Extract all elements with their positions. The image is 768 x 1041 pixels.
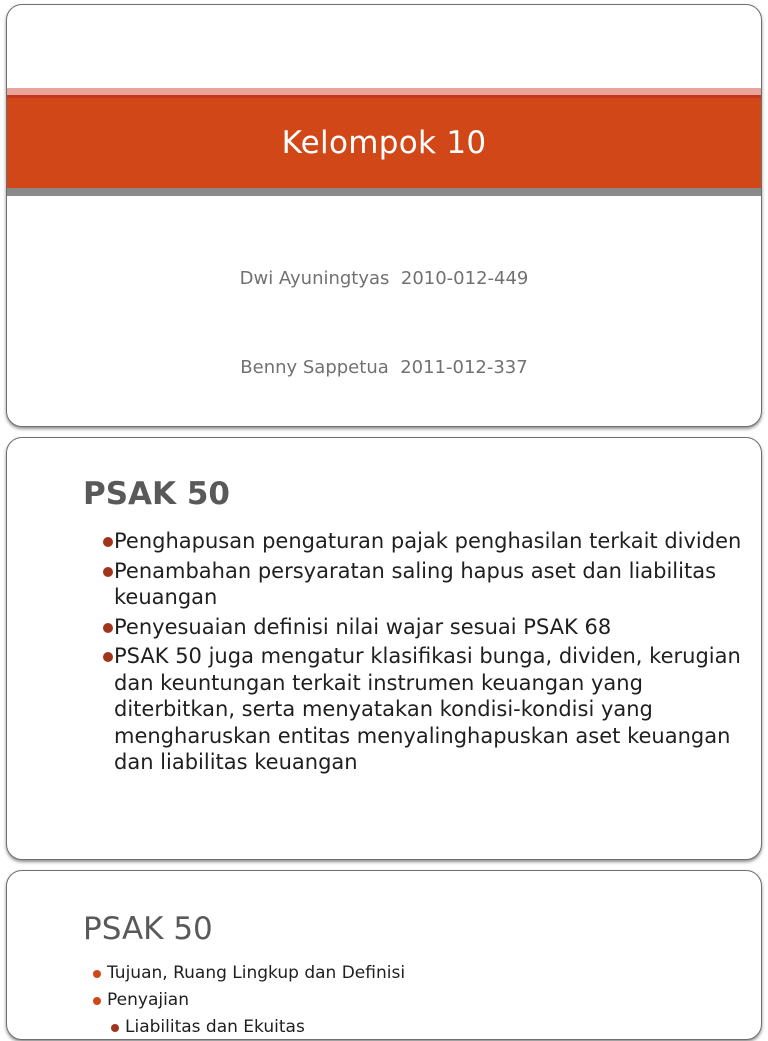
- slide-title-text: Kelompok 10: [281, 125, 487, 161]
- bullet-item: Penyesuaian definisi nilai wajar sesuai PSAK 68: [103, 614, 743, 641]
- sub-bullet-item: Liabilitas dan Ekuitas: [111, 1014, 733, 1041]
- bullet-list: [103, 528, 743, 779]
- slide-psak50-summary[interactable]: [6, 437, 762, 860]
- bullet-item: Tujuan, Ruang Lingkup dan Definisi: [93, 960, 733, 987]
- slide-psak50-outline[interactable]: [6, 870, 762, 1040]
- bullet-list: [93, 960, 733, 1041]
- title-band-bottom: [7, 188, 761, 196]
- bullet-item: Penambahan persyaratan saling hapus aset dan liabilitas keuangan: [103, 558, 743, 611]
- bullet-item: Penyajian: [93, 987, 733, 1014]
- bullet-item: Penghapusan pengaturan pajak penghasilan terkait dividen: [103, 528, 743, 555]
- member-item: Benny Sappetua 2011-012-337: [240, 356, 528, 378]
- slide-heading: PSAK 50: [83, 911, 213, 947]
- slide-heading: PSAK 50: [83, 476, 230, 512]
- title-band: [7, 98, 761, 188]
- slide-title[interactable]: [6, 4, 762, 427]
- bullet-item: PSAK 50 juga mengatur klasifikasi bunga, dividen, kerugian dan keuntungan terkait instrumen keuangan yang diterbitkan, serta menyatakan kondisi-kondisi yang mengharuskan entitas menyalinghapuskan aset keuangan dan liabilitas keuangan: [103, 643, 743, 776]
- member-item: Dwi Ayuningtyas 2010-012-449: [239, 268, 529, 289]
- title-band-top: [7, 88, 761, 95]
